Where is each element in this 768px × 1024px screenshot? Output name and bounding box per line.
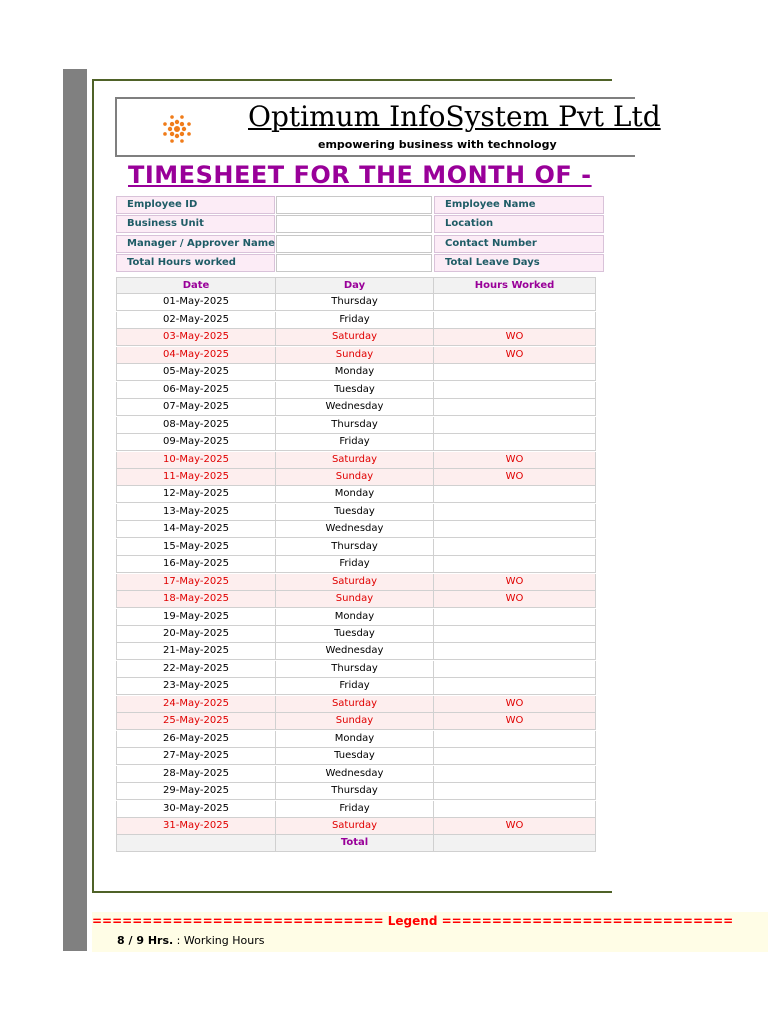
table-row — [116, 696, 596, 713]
day-cell: Saturday — [276, 329, 434, 346]
timesheet-title: TIMESHEET FOR THE MONTH OF - — [128, 161, 592, 189]
day-cell: Tuesday — [276, 748, 434, 765]
table-row — [116, 609, 596, 626]
employee-name-label: Employee Name — [434, 196, 604, 214]
hours-cell[interactable] — [434, 801, 596, 818]
hours-cell[interactable] — [434, 294, 596, 311]
date-cell: 01-May-2025 — [116, 294, 276, 311]
table-row — [116, 504, 596, 521]
date-cell: 21-May-2025 — [116, 643, 276, 660]
day-cell: Saturday — [276, 818, 434, 835]
date-cell: 09-May-2025 — [116, 434, 276, 451]
day-cell: Thursday — [276, 294, 434, 311]
table-row — [116, 713, 596, 730]
day-cell: Tuesday — [276, 504, 434, 521]
hours-cell[interactable]: WO — [434, 469, 596, 486]
date-cell: 20-May-2025 — [116, 626, 276, 643]
total-row-blank — [116, 835, 276, 852]
day-cell: Monday — [276, 364, 434, 381]
day-cell: Wednesday — [276, 399, 434, 416]
date-cell: 13-May-2025 — [116, 504, 276, 521]
table-row — [116, 574, 596, 591]
hours-cell[interactable] — [434, 382, 596, 399]
legend-item — [117, 934, 264, 947]
day-cell: Saturday — [276, 574, 434, 591]
date-cell: 31-May-2025 — [116, 818, 276, 835]
total-hours-label: Total Hours worked — [116, 254, 275, 272]
total-hours-cell[interactable] — [434, 835, 596, 852]
legend-item-desc: : Working Hours — [176, 934, 265, 947]
day-cell: Saturday — [276, 452, 434, 469]
day-cell: Saturday — [276, 696, 434, 713]
business-unit-label: Business Unit — [116, 215, 275, 233]
hours-cell[interactable] — [434, 748, 596, 765]
hours-cell[interactable] — [434, 609, 596, 626]
date-cell: 14-May-2025 — [116, 521, 276, 538]
table-row — [116, 643, 596, 660]
employee-id-input[interactable] — [276, 196, 432, 214]
hours-cell[interactable] — [434, 661, 596, 678]
table-row — [116, 382, 596, 399]
manager-approver-input[interactable] — [276, 235, 432, 253]
date-cell: 18-May-2025 — [116, 591, 276, 608]
table-row — [116, 312, 596, 329]
date-cell: 15-May-2025 — [116, 539, 276, 556]
hours-cell[interactable] — [434, 399, 596, 416]
date-cell: 17-May-2025 — [116, 574, 276, 591]
contact-number-label: Contact Number — [434, 235, 604, 253]
day-cell: Wednesday — [276, 521, 434, 538]
date-cell: 27-May-2025 — [116, 748, 276, 765]
date-cell: 02-May-2025 — [116, 312, 276, 329]
date-cell: 28-May-2025 — [116, 766, 276, 783]
date-column-header: Date — [116, 277, 276, 294]
day-cell: Sunday — [276, 591, 434, 608]
hours-cell[interactable]: WO — [434, 818, 596, 835]
day-cell: Wednesday — [276, 643, 434, 660]
date-cell: 23-May-2025 — [116, 678, 276, 695]
day-cell: Sunday — [276, 469, 434, 486]
date-cell: 03-May-2025 — [116, 329, 276, 346]
day-cell: Thursday — [276, 783, 434, 800]
hours-cell[interactable] — [434, 364, 596, 381]
table-row — [116, 452, 596, 469]
table-row — [116, 661, 596, 678]
day-cell: Tuesday — [276, 382, 434, 399]
hours-cell[interactable] — [434, 434, 596, 451]
table-row — [116, 818, 596, 835]
day-cell: Friday — [276, 801, 434, 818]
company-name: Optimum InfoSystem Pvt Ltd — [248, 100, 661, 133]
day-cell: Monday — [276, 731, 434, 748]
hours-cell[interactable]: WO — [434, 696, 596, 713]
table-row — [116, 294, 596, 311]
table-header-row — [116, 277, 596, 294]
date-cell: 08-May-2025 — [116, 417, 276, 434]
company-logo — [158, 110, 196, 148]
date-cell: 05-May-2025 — [116, 364, 276, 381]
table-row — [116, 626, 596, 643]
table-row — [116, 486, 596, 503]
total-hours-input[interactable] — [276, 254, 432, 272]
date-cell: 25-May-2025 — [116, 713, 276, 730]
day-cell: Wednesday — [276, 766, 434, 783]
hours-cell[interactable]: WO — [434, 591, 596, 608]
hours-cell[interactable] — [434, 539, 596, 556]
hours-cell[interactable] — [434, 486, 596, 503]
table-row — [116, 731, 596, 748]
day-cell: Friday — [276, 434, 434, 451]
table-row — [116, 783, 596, 800]
day-cell: Thursday — [276, 539, 434, 556]
company-tagline: empowering business with technology — [318, 138, 557, 151]
table-row — [116, 521, 596, 538]
table-row — [116, 364, 596, 381]
table-row — [116, 399, 596, 416]
hours-cell[interactable] — [434, 643, 596, 660]
table-row — [116, 678, 596, 695]
total-label: Total — [276, 835, 434, 852]
table-row — [116, 469, 596, 486]
hours-cell[interactable] — [434, 417, 596, 434]
day-cell: Thursday — [276, 417, 434, 434]
table-row — [116, 766, 596, 783]
hours-cell[interactable]: WO — [434, 713, 596, 730]
location-label: Location — [434, 215, 604, 233]
date-cell: 22-May-2025 — [116, 661, 276, 678]
table-row — [116, 539, 596, 556]
date-cell: 12-May-2025 — [116, 486, 276, 503]
legend-title: ============================= Legend ============================= — [92, 914, 734, 928]
day-cell: Friday — [276, 678, 434, 695]
hours-cell[interactable]: WO — [434, 329, 596, 346]
table-row — [116, 748, 596, 765]
business-unit-input[interactable] — [276, 215, 432, 233]
day-cell: Monday — [276, 486, 434, 503]
hours-cell[interactable] — [434, 783, 596, 800]
legend-item-key: 8 / 9 Hrs. — [117, 934, 174, 947]
table-row — [116, 417, 596, 434]
day-cell: Friday — [276, 312, 434, 329]
table-row — [116, 329, 596, 346]
hours-cell[interactable]: WO — [434, 347, 596, 364]
hours-cell[interactable] — [434, 766, 596, 783]
table-row — [116, 591, 596, 608]
hours-cell[interactable]: WO — [434, 574, 596, 591]
date-cell: 26-May-2025 — [116, 731, 276, 748]
date-cell: 06-May-2025 — [116, 382, 276, 399]
hours-cell[interactable] — [434, 731, 596, 748]
day-cell: Monday — [276, 609, 434, 626]
date-cell: 29-May-2025 — [116, 783, 276, 800]
manager-approver-label: Manager / Approver Name — [116, 235, 275, 253]
table-row — [116, 434, 596, 451]
day-cell: Friday — [276, 556, 434, 573]
hours-column-header: Hours Worked — [434, 277, 596, 294]
day-column-header: Day — [276, 277, 434, 294]
date-cell: 24-May-2025 — [116, 696, 276, 713]
date-cell: 04-May-2025 — [116, 347, 276, 364]
hours-cell[interactable] — [434, 556, 596, 573]
hours-cell[interactable] — [434, 626, 596, 643]
hours-cell[interactable] — [434, 504, 596, 521]
hours-cell[interactable] — [434, 678, 596, 695]
total-row — [116, 835, 596, 852]
day-cell: Sunday — [276, 347, 434, 364]
hours-cell[interactable]: WO — [434, 452, 596, 469]
day-cell: Tuesday — [276, 626, 434, 643]
date-cell: 11-May-2025 — [116, 469, 276, 486]
date-cell: 16-May-2025 — [116, 556, 276, 573]
day-cell: Thursday — [276, 661, 434, 678]
date-cell: 30-May-2025 — [116, 801, 276, 818]
total-leave-days-label: Total Leave Days — [434, 254, 604, 272]
date-cell: 19-May-2025 — [116, 609, 276, 626]
hours-cell[interactable] — [434, 521, 596, 538]
hours-cell[interactable] — [434, 312, 596, 329]
date-cell: 07-May-2025 — [116, 399, 276, 416]
employee-id-label: Employee ID — [116, 196, 275, 214]
table-row — [116, 556, 596, 573]
day-cell: Sunday — [276, 713, 434, 730]
table-row — [116, 347, 596, 364]
table-row — [116, 801, 596, 818]
date-cell: 10-May-2025 — [116, 452, 276, 469]
